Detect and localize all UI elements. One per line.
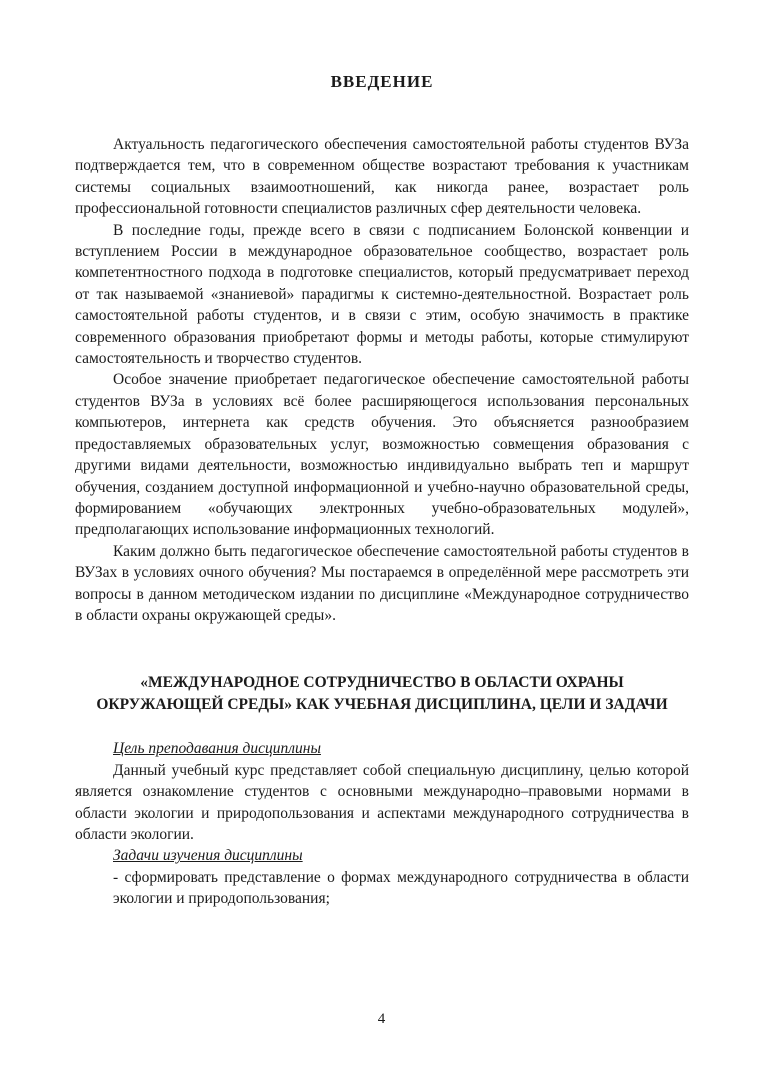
section-body (75, 738, 689, 909)
page-number: 4 (377, 1011, 386, 1027)
goal-subheading: Цель преподавания дисциплины (113, 740, 321, 758)
page-content (75, 0, 689, 910)
paragraph: Актуальность педагогического обеспечения самостоятельной работы студентов ВУЗа подтверждается тем, что в современном обществе возрастают требования к участникам системы социальных взаимоотношений, как никогда ранее, возрастает роль профессиональной готовности специалистов различных сфер деятельности человека. (75, 136, 689, 218)
paragraph: Каким должно быть педагогическое обеспечение самостоятельной работы студентов в ВУЗах в условиях очного обучения? Мы постараемся в определённой мере рассмотреть эти вопросы в данном методическом издании по дисциплине «Международное сотрудничество в области охраны окружающей среды». (75, 542, 689, 624)
introduction-body (75, 134, 689, 626)
goal-paragraph: Данный учебный курс представляет собой специальную дисциплину, целью которой является ознакомление студентов с основными международно–правовыми нормами в области экологии и природопользования и аспектами международного сотрудничества в области экологии. (75, 761, 689, 843)
tasks-subheading: Задачи изучения дисциплины (113, 847, 303, 865)
paragraph: В последние годы, прежде всего в связи с подписанием Болонской конвенции и вступлением России в международное образовательное сообщество, возрастает роль компетентностного подхода в подготовке специалистов, который предусматривает переход от так называемой «знаниевой» парадигмы к системно-деятельностной. Возрастает роль самостоятельной работы студентов, и в связи с этим, особую значимость в практике современного образования приобретают формы и методы работы, которые стимулируют самостоятельность и творчество студентов. (75, 221, 689, 368)
section-heading: «МЕЖДУНАРОДНОЕ СОТРУДНИЧЕСТВО В ОБЛАСТИ ОХРАНЫ ОКРУЖАЮЩЕЙ СРЕДЫ» КАК УЧЕБНАЯ ДИСЦИПЛИНА, ЦЕЛИ И ЗАДАЧИ (96, 674, 668, 714)
paragraph: Особое значение приобретает педагогическое обеспечение самостоятельной работы студентов ВУЗа в условиях всё более расширяющегося использования персональных компьютеров, интернета как средств обучения. Это объясняется разнообразием предоставляемых образовательных услуг, возможностью совмещения образования с другими видами деятельности, возможностью индивидуально выбрать теп и маршрут обучения, созданием доступной информационной и учебно-научно образовательной среды, формированием «обучающих электронных учебно-образовательных модулей», предполагающих использование информационных технологий. (75, 371, 689, 539)
document-title: ВВЕДЕНИЕ (330, 72, 434, 91)
task-list-item: - сформировать представление о формах международного сотрудничества в области экологии и природопользования; (113, 868, 689, 908)
